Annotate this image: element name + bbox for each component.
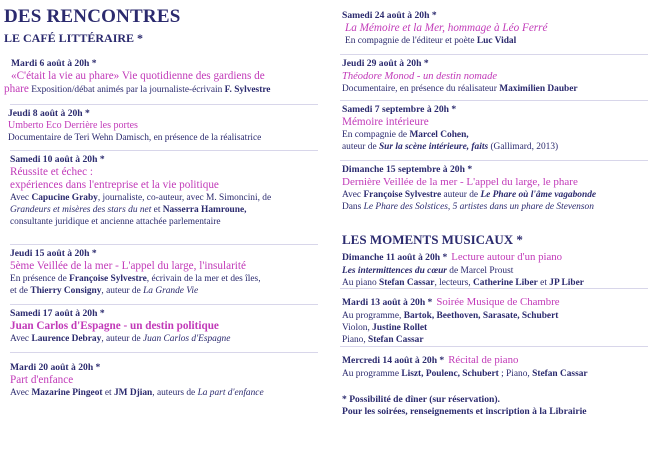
text-prefix: Au programme, xyxy=(342,311,402,321)
book-title: Grandeurs et misères des stars du net xyxy=(10,205,152,215)
event-date: Jeudi 15 août à 20h * xyxy=(10,248,97,259)
text-connector: et xyxy=(104,388,112,398)
book-title: La part d'enfance xyxy=(197,388,264,398)
divider xyxy=(10,304,318,305)
divider xyxy=(10,244,318,245)
guest-name: Maximilien Dauber xyxy=(499,84,578,94)
event-title: Soirée Musique de Chambre xyxy=(436,296,560,308)
text-suffix: , auteurs de xyxy=(152,388,196,398)
event-date: Samedi 17 août à 20h * xyxy=(10,308,105,319)
event-date: Jeudi 29 août à 20h * xyxy=(342,58,429,69)
text-suffix: auteur de xyxy=(443,190,479,200)
book-title: La Grande Vie xyxy=(143,286,199,296)
event-date: Dimanche 11 août à 20h * xyxy=(342,252,448,263)
event-title: 5ème Veillée de la mer - L'appel du large, l'insularité xyxy=(10,260,246,272)
section-subtitle-cafe: LE CAFÉ LITTÉRAIRE * xyxy=(4,31,144,45)
event-title: Mémoire intérieure xyxy=(342,116,429,128)
text-prefix: En présence de xyxy=(10,274,67,284)
divider xyxy=(10,150,318,151)
text-prefix: En compagnie de l'éditeur et poète xyxy=(345,36,475,46)
event-title: Part d'enfance xyxy=(10,374,74,386)
event-title: Dernière Veillée de la mer - L'appel du large, le phare xyxy=(342,176,578,188)
event-person: F. Sylvestre xyxy=(224,85,271,95)
guest-name: Thierry Consigny xyxy=(30,286,102,296)
event-card xyxy=(342,104,558,153)
text-connector: ; Piano, xyxy=(501,369,530,379)
book-title: Juan Carlos d'Espagne xyxy=(142,334,231,344)
section-title-musique: LES MOMENTS MUSICAUX * xyxy=(342,232,523,247)
divider xyxy=(340,160,648,161)
event-card xyxy=(342,58,578,95)
event-title: Umberto Eco Derrière les portes xyxy=(8,120,138,131)
text-prefix: Avec xyxy=(10,193,30,203)
text-prefix: Documentaire, en présence du réalisateur xyxy=(342,84,497,94)
footer-note-info: Pour les soirées, renseignements et inscription à la Librairie xyxy=(342,406,587,417)
text-prefix: Avec xyxy=(10,388,30,398)
performer-name: Stefan Cassar xyxy=(378,278,435,288)
text-prefix: Au piano xyxy=(342,278,377,288)
event-card xyxy=(8,108,261,144)
event-title: Récital de piano xyxy=(448,354,519,366)
event-title: Lecture autour d'un piano xyxy=(451,251,563,263)
text-prefix: Piano, xyxy=(342,335,366,345)
event-date: Mardi 20 août à 20h * xyxy=(10,362,101,373)
event-date: Samedi 10 août à 20h * xyxy=(10,154,105,165)
divider xyxy=(340,288,648,289)
divider xyxy=(10,352,318,353)
guest-name: Laurence Debray xyxy=(31,334,102,344)
divider xyxy=(10,104,318,105)
event-title-cont: phare xyxy=(4,83,29,95)
text-connector: et xyxy=(153,205,161,215)
text-prefix: Au programme xyxy=(342,369,400,379)
event-card xyxy=(342,164,596,213)
event-card xyxy=(10,154,271,228)
guest-name: JM Djian xyxy=(113,388,153,398)
event-title: «C'était la vie au phare» Vie quotidienne des gardiens de xyxy=(11,70,265,82)
event-date: Dimanche 15 septembre à 20h * xyxy=(342,164,473,175)
guest-description: consultante juridique et ancienne attachée parlementaire xyxy=(10,217,221,227)
book-title: Le Phare des Solstices, 5 artistes dans un phare de Stevenson xyxy=(363,202,594,212)
event-title-cont: expériences dans l'entreprise et la vie politique xyxy=(10,179,219,191)
event-date: Jeudi 8 août à 20h * xyxy=(8,108,90,119)
section-title-rencontres: DES RENCONTRES xyxy=(4,6,181,27)
text-suffix: (Gallimard, 2013) xyxy=(490,142,559,152)
event-card xyxy=(4,58,271,96)
text-suffix: , écrivain de la mer et des îles, xyxy=(146,274,261,284)
event-title: Réussite et échec : xyxy=(10,166,93,178)
event-card xyxy=(342,292,560,346)
event-desc: Documentaire de Teri Wehn Damisch, en présence de la réalisatrice xyxy=(8,133,262,143)
event-card xyxy=(10,362,264,399)
performer-name: Stefan Cassar xyxy=(368,335,424,345)
text-suffix: , auteur de xyxy=(101,286,141,296)
composer-list: Liszt, Poulenc, Schubert xyxy=(401,369,499,379)
text-prefix: Avec xyxy=(342,190,362,200)
event-date: Mardi 13 août à 20h * xyxy=(342,297,433,308)
performer-name: Stefan Cassar xyxy=(532,369,588,379)
text-suffix: , auteur de xyxy=(101,334,141,344)
guest-name: Nasserra Hamroune, xyxy=(162,205,247,215)
guest-name: Mazarine Pingeot xyxy=(31,388,103,398)
event-date: Samedi 7 septembre à 20h * xyxy=(342,104,457,115)
book-title: Le Phare où l'âme vagabonde xyxy=(480,190,597,200)
performer-name: Justine Rollet xyxy=(372,323,428,333)
footer-note-dinner: * Possibilité de dîner (sur réservation). xyxy=(342,394,500,405)
text-prefix: En compagnie de xyxy=(342,130,408,140)
event-desc: Exposition/débat animés par la journaliste-écrivain xyxy=(31,85,223,95)
event-card xyxy=(342,350,588,380)
event-date: Samedi 24 août à 20h * xyxy=(342,10,437,21)
event-title: Théodore Monod - un destin nomade xyxy=(342,71,498,82)
divider xyxy=(340,100,648,101)
event-title: La Mémoire et la Mer, hommage à Léo Ferré xyxy=(345,22,548,34)
text-prefix: Dans xyxy=(342,202,362,212)
guest-name: Luc Vidal xyxy=(476,36,517,46)
text-suffix: , journaliste, co-auteur, avec M. Simoncini, de xyxy=(97,193,272,203)
text-connector: , lecteurs, xyxy=(434,278,471,288)
text-prefix: Avec xyxy=(10,334,30,344)
event-title: Juan Carlos d'Espagne - un destin politique xyxy=(10,320,219,332)
performer-name: Catherine Liber xyxy=(472,278,538,288)
divider xyxy=(340,54,648,55)
text-connector: et xyxy=(540,278,547,288)
performer-name: JP Liber xyxy=(549,278,584,288)
event-card xyxy=(342,10,547,47)
text-prefix: auteur de xyxy=(342,142,377,152)
book-title: Sur la scène intérieure, faits xyxy=(378,142,489,152)
guest-name: Françoise Sylvestre xyxy=(363,190,442,200)
guest-name: Françoise Sylvestre xyxy=(69,274,147,284)
event-card xyxy=(10,248,261,297)
event-date: Mardi 6 août à 20h * xyxy=(11,58,97,69)
text-suffix: de Marcel Proust xyxy=(449,266,514,276)
event-card xyxy=(342,247,584,289)
guest-name: Marcel Cohen, xyxy=(409,130,469,140)
divider xyxy=(340,346,648,347)
guest-name: Capucine Graby xyxy=(31,193,98,203)
event-card xyxy=(10,308,230,345)
composer-list: Bartok, Beethoven, Sarasate, Schubert xyxy=(403,311,559,321)
text-prefix: Violon, xyxy=(342,323,370,333)
text-prefix: et de xyxy=(10,286,28,296)
event-date: Mercredi 14 août à 20h * xyxy=(342,355,445,366)
work-title: Les intermittences du cœur xyxy=(342,266,447,276)
